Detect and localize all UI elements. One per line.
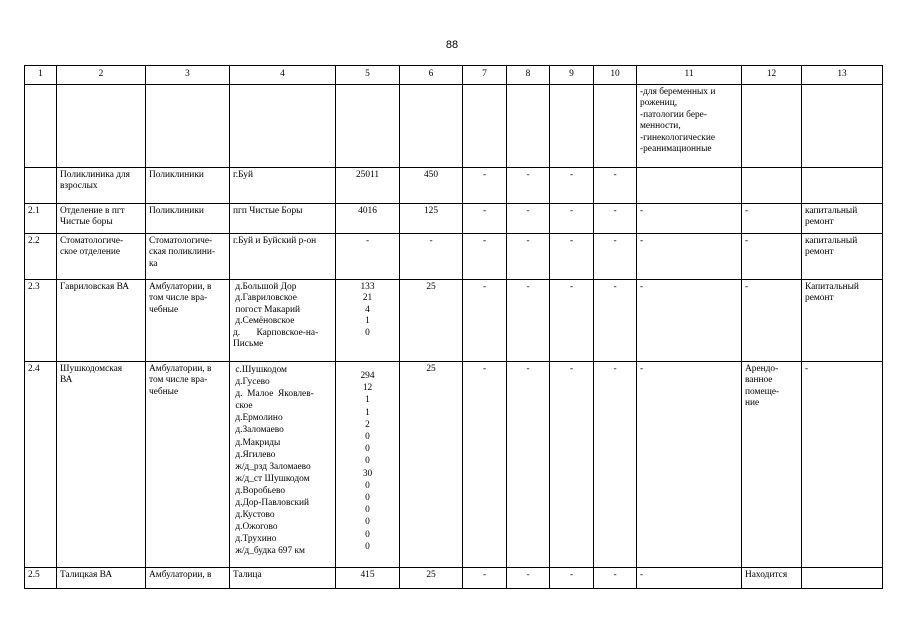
header-cell: 4 [230, 66, 336, 85]
table-cell: д.Большой Дор д.Гавриловское погост Макарий д.Семёновское д. Карповское-на- Письме [230, 280, 336, 362]
table-cell: Поликлиники [146, 168, 230, 204]
table-cell: - [336, 234, 400, 280]
table-cell: - [463, 280, 507, 362]
table-cell: 125 [400, 204, 463, 234]
table-cell: Талица [230, 568, 336, 589]
table-cell: 2.5 [25, 568, 57, 589]
table-cell: - [637, 280, 742, 362]
table-cell: 25 [400, 280, 463, 362]
header-cell: 1 [25, 66, 57, 85]
table-cell: Стоматологиче- ское отделение [57, 234, 146, 280]
table-cell: 2.2 [25, 234, 57, 280]
facilities-table [24, 65, 883, 589]
table-cell: г.Буй и Буйский р-он [230, 234, 336, 280]
table-cell [742, 168, 802, 204]
table-cell: - [550, 362, 594, 568]
table-cell: 25 [400, 362, 463, 568]
table-cell: - [463, 234, 507, 280]
table-cell: - [594, 568, 637, 589]
table-cell: - [507, 168, 550, 204]
table-cell [802, 168, 883, 204]
table-cell: Амбулатории, в [146, 568, 230, 589]
table-row [25, 168, 883, 204]
table-cell: - [507, 280, 550, 362]
table-cell: пгп Чистые Боры [230, 204, 336, 234]
table-cell: - [802, 362, 883, 568]
table-cell: Амбулатории, в том числе вра- чебные [146, 362, 230, 568]
table-cell: - [594, 280, 637, 362]
table-cell [802, 85, 883, 168]
table-cell: Поликлиника для взрослых [57, 168, 146, 204]
header-cell: 7 [463, 66, 507, 85]
table-cell: - [594, 362, 637, 568]
table-cell: - [637, 362, 742, 568]
table-cell: - [507, 568, 550, 589]
header-cell: 10 [594, 66, 637, 85]
table-cell: Отделение в пгт Чистые боры [57, 204, 146, 234]
table-cell: 450 [400, 168, 463, 204]
table-row [25, 204, 883, 234]
table-cell: - [463, 362, 507, 568]
header-cell: 11 [637, 66, 742, 85]
table-cell: - [507, 234, 550, 280]
table-cell: Находится [742, 568, 802, 589]
table-cell: 2.4 [25, 362, 57, 568]
header-cell: 6 [400, 66, 463, 85]
table-cell: г.Буй [230, 168, 336, 204]
table-cell [25, 85, 57, 168]
table-row [25, 362, 883, 568]
table-cell: - [637, 234, 742, 280]
table-cell: -для беременных и рожениц, -патологии бере- менности, -гинекологические -реанимационные [637, 85, 742, 168]
header-cell: 9 [550, 66, 594, 85]
header-row [25, 66, 883, 85]
table-cell [742, 85, 802, 168]
table-cell: - [463, 168, 507, 204]
table-cell [637, 168, 742, 204]
table-cell: 2.3 [25, 280, 57, 362]
header-cell: 5 [336, 66, 400, 85]
table-cell [336, 85, 400, 168]
table-cell: Гавриловская ВА [57, 280, 146, 362]
table-cell: - [550, 168, 594, 204]
table-cell: - [507, 362, 550, 568]
table-cell: Шушкодомская ВА [57, 362, 146, 568]
table-cell: - [594, 168, 637, 204]
table-cell: 294 12 1 1 2 0 0 0 30 0 0 0 0 0 0 [336, 362, 400, 568]
table-cell: Талицкая ВА [57, 568, 146, 589]
table-cell: - [550, 234, 594, 280]
table-cell: - [637, 204, 742, 234]
table-cell: - [637, 568, 742, 589]
table-cell [230, 85, 336, 168]
table-row [25, 85, 883, 168]
table-cell: Поликлиники [146, 204, 230, 234]
table-cell: - [400, 234, 463, 280]
table-cell [594, 85, 637, 168]
table-cell: капитальный ремонт [802, 204, 883, 234]
table-cell [400, 85, 463, 168]
header-cell: 12 [742, 66, 802, 85]
table-cell [463, 85, 507, 168]
table-cell: 133 21 4 1 0 [336, 280, 400, 362]
table-row [25, 568, 883, 589]
table-row [25, 234, 883, 280]
table-cell: - [550, 280, 594, 362]
table-cell: - [594, 204, 637, 234]
table-cell: 25 [400, 568, 463, 589]
table-cell: с.Шушкодом д.Гусево д. Малое Яковлев- ское д.Ермолино д.Заломаево д.Макриды д.Ягилево ж/д_рзд Заломаево ж/д_ст Шушкодом д.Воробьево д.Дор-Павловский д.Кустово д.Ожогово д.Трухино ж/д_будка 697 км [230, 362, 336, 568]
header-cell: 8 [507, 66, 550, 85]
table-cell: - [742, 234, 802, 280]
table-cell: Стоматологиче- ская поликлини- ка [146, 234, 230, 280]
header-cell: 13 [802, 66, 883, 85]
table-cell: - [507, 204, 550, 234]
table-cell: - [550, 204, 594, 234]
table-cell: - [594, 234, 637, 280]
table-cell: - [742, 204, 802, 234]
table-cell: - [463, 568, 507, 589]
table-cell: - [550, 568, 594, 589]
table-row [25, 280, 883, 362]
table-cell [146, 85, 230, 168]
header-cell: 3 [146, 66, 230, 85]
header-cell: 2 [57, 66, 146, 85]
table-cell: - [742, 280, 802, 362]
table-cell: 2.1 [25, 204, 57, 234]
table-cell [57, 85, 146, 168]
table-cell: Амбулатории, в том числе вра- чебные [146, 280, 230, 362]
table-cell: Арендо- ванное помеще- ние [742, 362, 802, 568]
page-number: 88 [445, 39, 459, 51]
table-cell [802, 568, 883, 589]
table-cell [550, 85, 594, 168]
table-cell [25, 168, 57, 204]
table-cell: 25011 [336, 168, 400, 204]
table-cell: 415 [336, 568, 400, 589]
table-cell: - [463, 204, 507, 234]
table-cell: капитальный ремонт [802, 234, 883, 280]
table-cell [507, 85, 550, 168]
table-cell: 4016 [336, 204, 400, 234]
table-cell: Капитальный ремонт [802, 280, 883, 362]
